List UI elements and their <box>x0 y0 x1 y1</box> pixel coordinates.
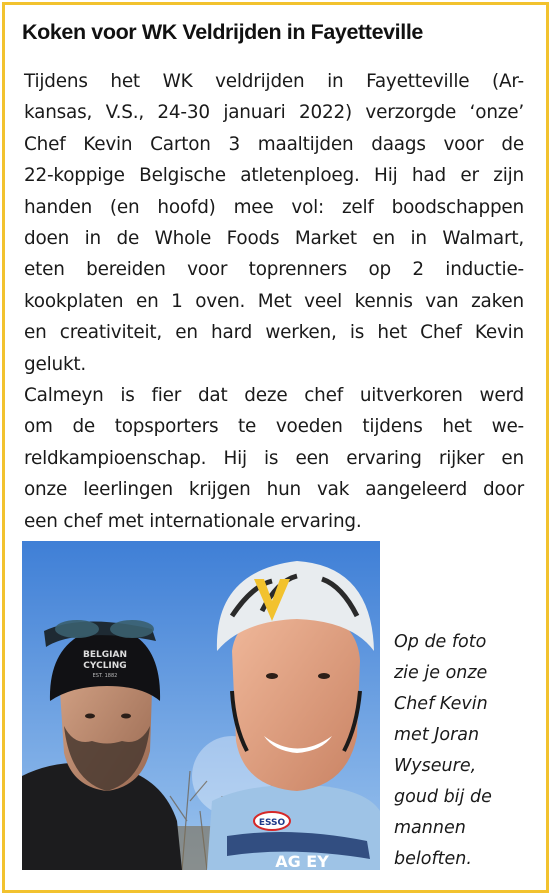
right-person-face <box>232 609 360 791</box>
article-title: Koken voor WK Veldrijden in Fayetteville <box>22 20 423 44</box>
body-line: onze leerlingen krijgen hun vak aangeleerd door <box>24 479 524 501</box>
body-line: 22-koppige Belgische atletenploeg. Hij had er zijn <box>24 165 524 187</box>
caption-line: Op de foto <box>394 632 487 652</box>
caption-line: met Joran <box>394 725 480 745</box>
body-line: handen (en hoofd) mee vol: zelf boodschappen <box>24 196 524 218</box>
caption-line: mannen <box>394 818 466 838</box>
body-line: gelukt. <box>24 353 87 375</box>
body-line: reldkampioenschap. Hij is een ervaring rijker en <box>24 447 524 469</box>
body-line: Chef Kevin Carton 3 maaltijden daags voor de <box>24 133 524 155</box>
body-line: Tijdens het WK veldrijden in Fayetteville (Ar- <box>24 71 524 92</box>
svg-text:BELGIAN: BELGIAN <box>83 650 127 660</box>
caption-line: goud bij de <box>394 787 492 807</box>
article-body <box>24 66 524 537</box>
body-line: en creativiteit, en hard werken, is het Chef Kevin <box>24 322 524 344</box>
caption-line: zie je onze <box>394 663 488 683</box>
body-line: kansas, V.S., 24-30 januari 2022) verzorgde ‘onze’ <box>24 102 524 124</box>
body-line: kookplaten en 1 oven. Met veel kennis van zaken <box>24 290 524 312</box>
selfie-photo <box>22 541 380 870</box>
caption-line: Wyseure, <box>394 756 477 776</box>
svg-text:ESSO: ESSO <box>258 818 286 828</box>
caption-line: Chef Kevin <box>394 694 488 714</box>
caption-line: beloften. <box>394 849 472 869</box>
body-line: een chef met internationale ervaring. <box>24 510 362 532</box>
body-line: Calmeyn is fier dat deze chef uitverkoren werd <box>24 385 524 407</box>
body-line: doen in de Whole Foods Market en in Walmart, <box>24 228 524 250</box>
body-line: om de topsporters te voeden tijdens het we- <box>24 416 524 438</box>
svg-text:EST. 1882: EST. 1882 <box>92 673 118 679</box>
svg-text:CYCLING: CYCLING <box>83 661 127 671</box>
svg-text:AG EY: AG EY <box>275 852 329 870</box>
photo-caption <box>394 627 534 875</box>
body-line: eten bereiden voor toprenners op 2 inductie- <box>24 259 524 281</box>
